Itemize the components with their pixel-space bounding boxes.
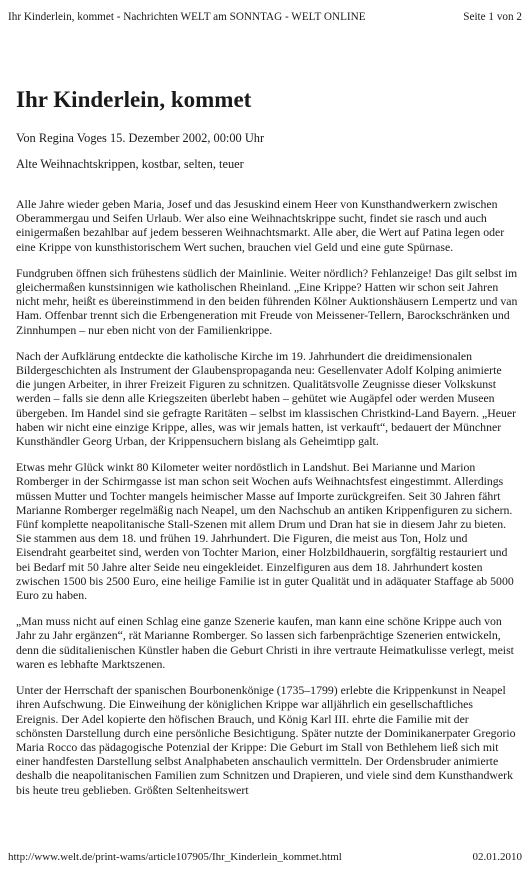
print-page-number: Seite 1 von 2: [463, 11, 522, 23]
article-paragraph: „Man muss nicht auf einen Schlag eine ganze Szenerie kaufen, man kann eine schöne Krippe auch von Jahr zu Jahr ergänzen“, rät Marianne Romberger. So lassen sich farbenprächtige Szenerien entwickeln, denn die süditalienischen Künstler haben die Geburt Christi in ihre vertraute Heimatkulisse verlegt, meist waren es lebhafte Marktszenen.: [16, 614, 514, 671]
article-subtitle: Alte Weihnachtskrippen, kostbar, selten, teuer: [16, 157, 244, 171]
print-footer: [8, 851, 522, 864]
article-body: [16, 197, 518, 809]
print-header: [8, 10, 522, 24]
print-header-title: Ihr Kinderlein, kommet - Nachrichten WELT am SONNTAG - WELT ONLINE: [8, 11, 366, 23]
article-paragraph: Alle Jahre wieder geben Maria, Josef und das Jesuskind einem Heer von Kunsthandwerkern zwischen Oberammergau und Seifen Urlaub. Wer also eine Weihnachtskrippe sucht, findet sie rasch und auch einigermaßen bezahlbar auf jedem besseren Weihnachtsmarkt. Alle aber, die Wert auf Patina legen oder eine Krippe von kunsthistorischem Wert suchen, brauchen viel Geld und eine gute Spürnase.: [16, 197, 505, 254]
article-paragraph: Nach der Aufklärung entdeckte die katholische Kirche im 19. Jahrhundert die dreidimensionalen Bildergeschichten als Instrument der Glaubenspropaganda neu: Gesellenvater Adolf Kolping animierte die jungen Arbeiter, in ihrer Freizeit Figuren zu schnitzen. Qualitätsvolle Zeugnisse dieser Volkskunst werden – falls sie denn alle Kriegszeiten überlebt haben – gehütet wie Augäpfel oder werden Museen übergeben. Im Handel sind sie gefragte Raritäten – selbst im klassischen Christkind-Land Bayern. „Heuer haben wir nicht eine einzige Krippe, alles, was wir jemals hatten, ist verkauft“, bedauert der Münchner Kunsthändler Georg Urban, der Krippensuchern bislang als Geheimtipp galt.: [16, 348, 517, 449]
article-paragraph: Fundgruben öffnen sich frühestens südlich der Mainlinie. Weiter nördlich? Fehlanzeige! Das gilt selbst im gleichermaßen kunstsinnigen wie katholischen Rheinland. „Eine Krippe? Hatten wir schon seit Jahren nicht mehr, heißt es übereinstimmend in den beiden führenden Kölner Auktionshäusern Lempertz und van Ham. Offenbar trennt sich die Erbengeneration mit Freude von Meissener-Tellern, Barockschränken und Zinnhumpen – nur eben nicht von der Familienkrippe.: [16, 265, 518, 337]
article-paragraph: Unter der Herrschaft der spanischen Bourbonenkönige (1735–1799) erlebte die Krippenkunst in Neapel ihren Aufschwung. Die Einweihung der königlichen Krippe war alljährlich ein gesellschaftliches Ereignis. Der Adel kopierte den höfischen Brauch, und König Karl III. ehrte die Familie mit der schönsten Darstellung durch eine persönliche Besichtigung. Später nutzte der Dominikanerpater Gregorio Maria Rocco das pädagogische Potenzial der Krippe: Die Geburt im Stall von Bethlehem ließ sich mit einer handfesten Darstellung selbst Analphabeten anschaulich vermitteln. Der Ordensbruder animierte deshalb die neapolitanischen Familien zum Schnitzen und Drapieren, und viele sind dem Kunsthandwerk bis heute treu geblieben. Größten Seltenheitswert: [16, 683, 516, 797]
article-paragraph: Etwas mehr Glück winkt 80 Kilometer weiter nordöstlich in Landshut. Bei Marianne und Marion Romberger in der Schirmgasse ist man schon seit Wochen aufs Weihnachtsfest eingestimmt. Allerdings müssen Mutter und Tochter mangels heimischer Masse auf Importe zurückgreifen. Seit 30 Jahren fährt Marianne Romberger regelmäßig nach Neapel, um den Nachschub an antiken Krippenfiguren zu sichern. Fünf komplette neapolitanische Stall-Szenen mit allem Drum und Dran hat sie in diesem Jahr zu bieten. Sie stammen aus dem 18. und frühen 19. Jahrhundert. Die Figuren, die meist aus Ton, Holz und Eisendraht gearbeitet sind, werden von Tochter Marion, einer Holzbildhauerin, sorgfältig restauriert und bei Bedarf mit 50 Jahre alter Seide neu eingekleidet. Einzelfiguren aus dem 18. Jahrhundert kosten zwischen 1500 bis 2500 Euro, eine heilige Familie ist in guter Qualität und in adäquater Staffage ab 5000 Euro zu haben.: [16, 460, 514, 603]
article-byline: Von Regina Voges 15. Dezember 2002, 00:00 Uhr: [16, 131, 265, 145]
print-footer-url: http://www.welt.de/print-wams/article107905/Ihr_Kinderlein_kommet.html: [8, 851, 342, 863]
article-title: Ihr Kinderlein, kommet: [16, 87, 252, 112]
print-footer-date: 02.01.2010: [472, 851, 522, 863]
